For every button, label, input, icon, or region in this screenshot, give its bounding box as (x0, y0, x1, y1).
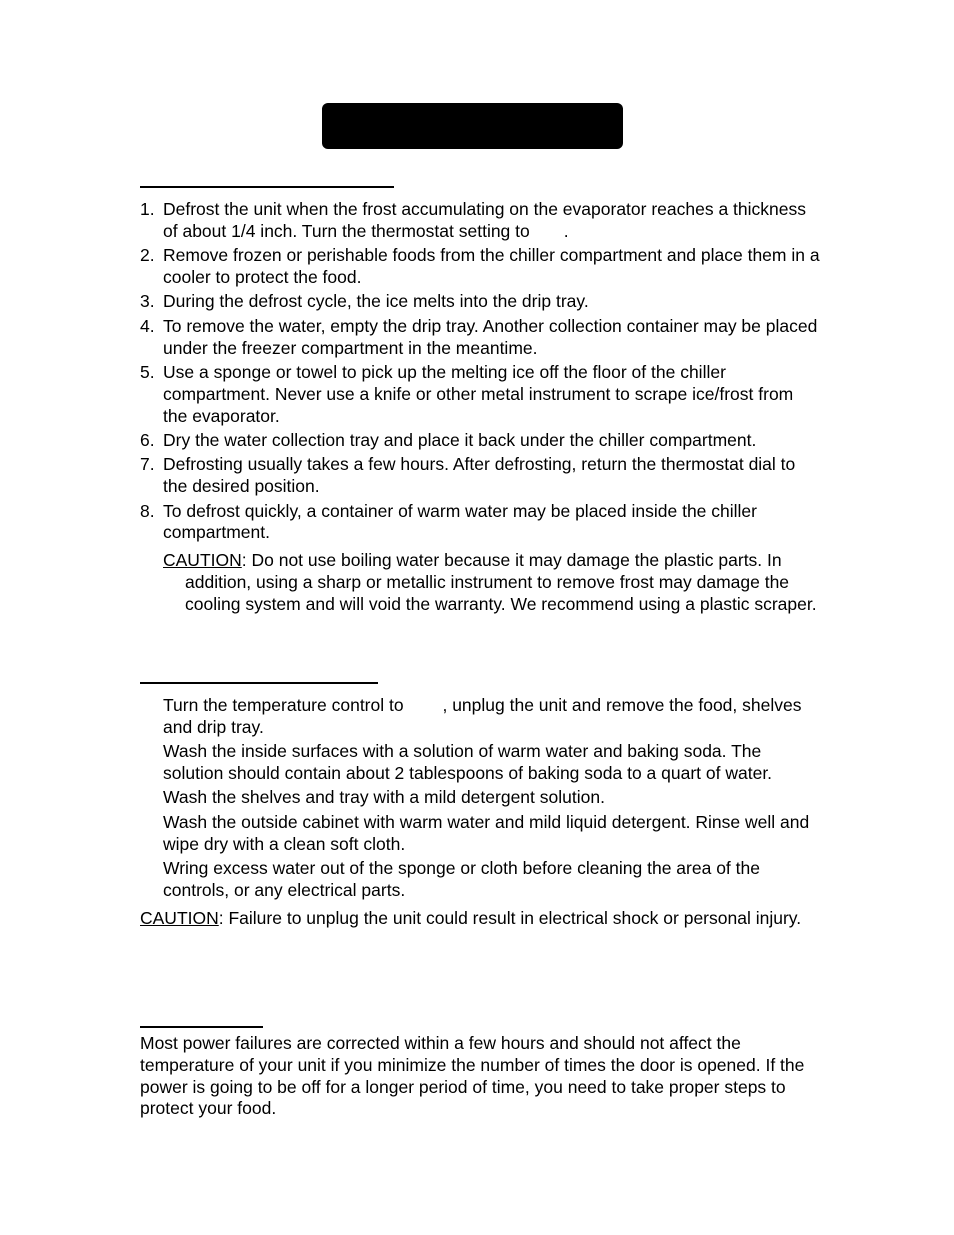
list-item: Turn the temperature control to , unplug the unit and remove the food, shelves and drip tray. (163, 695, 802, 737)
list-item: Wring excess water out of the sponge or cloth before cleaning the area of the controls, or any electrical parts. (163, 857, 760, 900)
defrost-caution: CAUTION: Do not use boiling water because it may damage the plastic parts. In addition, using a sharp or metallic instrument to remove frost may damage the cooling system and will void the warranty. We recommend using a plastic scraper. (163, 550, 817, 614)
list-item: Wash the outside cabinet with warm water and mild liquid detergent. Rinse well and wipe dry with a clean soft cloth. (163, 811, 810, 854)
caution-label: CAUTION (163, 550, 242, 571)
list-item: 7. Defrosting usually takes a few hours. After defrosting, return the thermostat dial to the desired position. (140, 454, 796, 497)
list-item: 5. Use a sponge or towel to pick up the melting ice off the floor of the chiller compartment. Never use a knife or other metal instrument to scrape ice/frost from the evaporator. (140, 361, 794, 426)
list-item: 4. To remove the water, empty the drip tray. Another collection container may be placed under the freezer compartment in the meantime. (140, 315, 818, 358)
list-item: 3. During the defrost cycle, the ice melts into the drip tray. (140, 291, 589, 312)
list-item: Wash the inside surfaces with a solution of warm water and baking soda. The solution should contain about 2 tablespoons of baking soda to a quart of water. (163, 741, 773, 783)
power-failure-paragraph: Most power failures are corrected within a few hours and should not affect the temperature of your unit if you minimize the number of times the door is opened. If the power is going to be off for a longer period of time, you need to take proper steps to protect your food. (140, 1033, 805, 1119)
list-item: 1. Defrost the unit when the frost accumulating on the evaporator reaches a thickness of about 1/4 inch. Turn the thermostat setting to . (140, 199, 806, 241)
list-item: Wash the shelves and tray with a mild detergent solution. (163, 787, 605, 808)
cleaning-heading-rule (140, 682, 378, 684)
caution-label: CAUTION (140, 907, 219, 928)
defrost-heading-rule (140, 186, 394, 188)
list-item: 2. Remove frozen or perishable foods from the chiller compartment and place them in a cooler to protect the food. (140, 245, 820, 287)
section-title-bar (322, 103, 623, 149)
cleaning-caution: CAUTION: Failure to unplug the unit could result in electrical shock or personal injury. (140, 907, 802, 928)
list-item: 8. To defrost quickly, a container of warm water may be placed inside the chiller compartment. (140, 500, 757, 543)
cleaning-instructions (140, 695, 820, 929)
list-item: 6. Dry the water collection tray and place it back under the chiller compartment. (140, 429, 757, 450)
power-heading-rule (140, 1026, 263, 1028)
defrost-instructions (140, 199, 820, 616)
